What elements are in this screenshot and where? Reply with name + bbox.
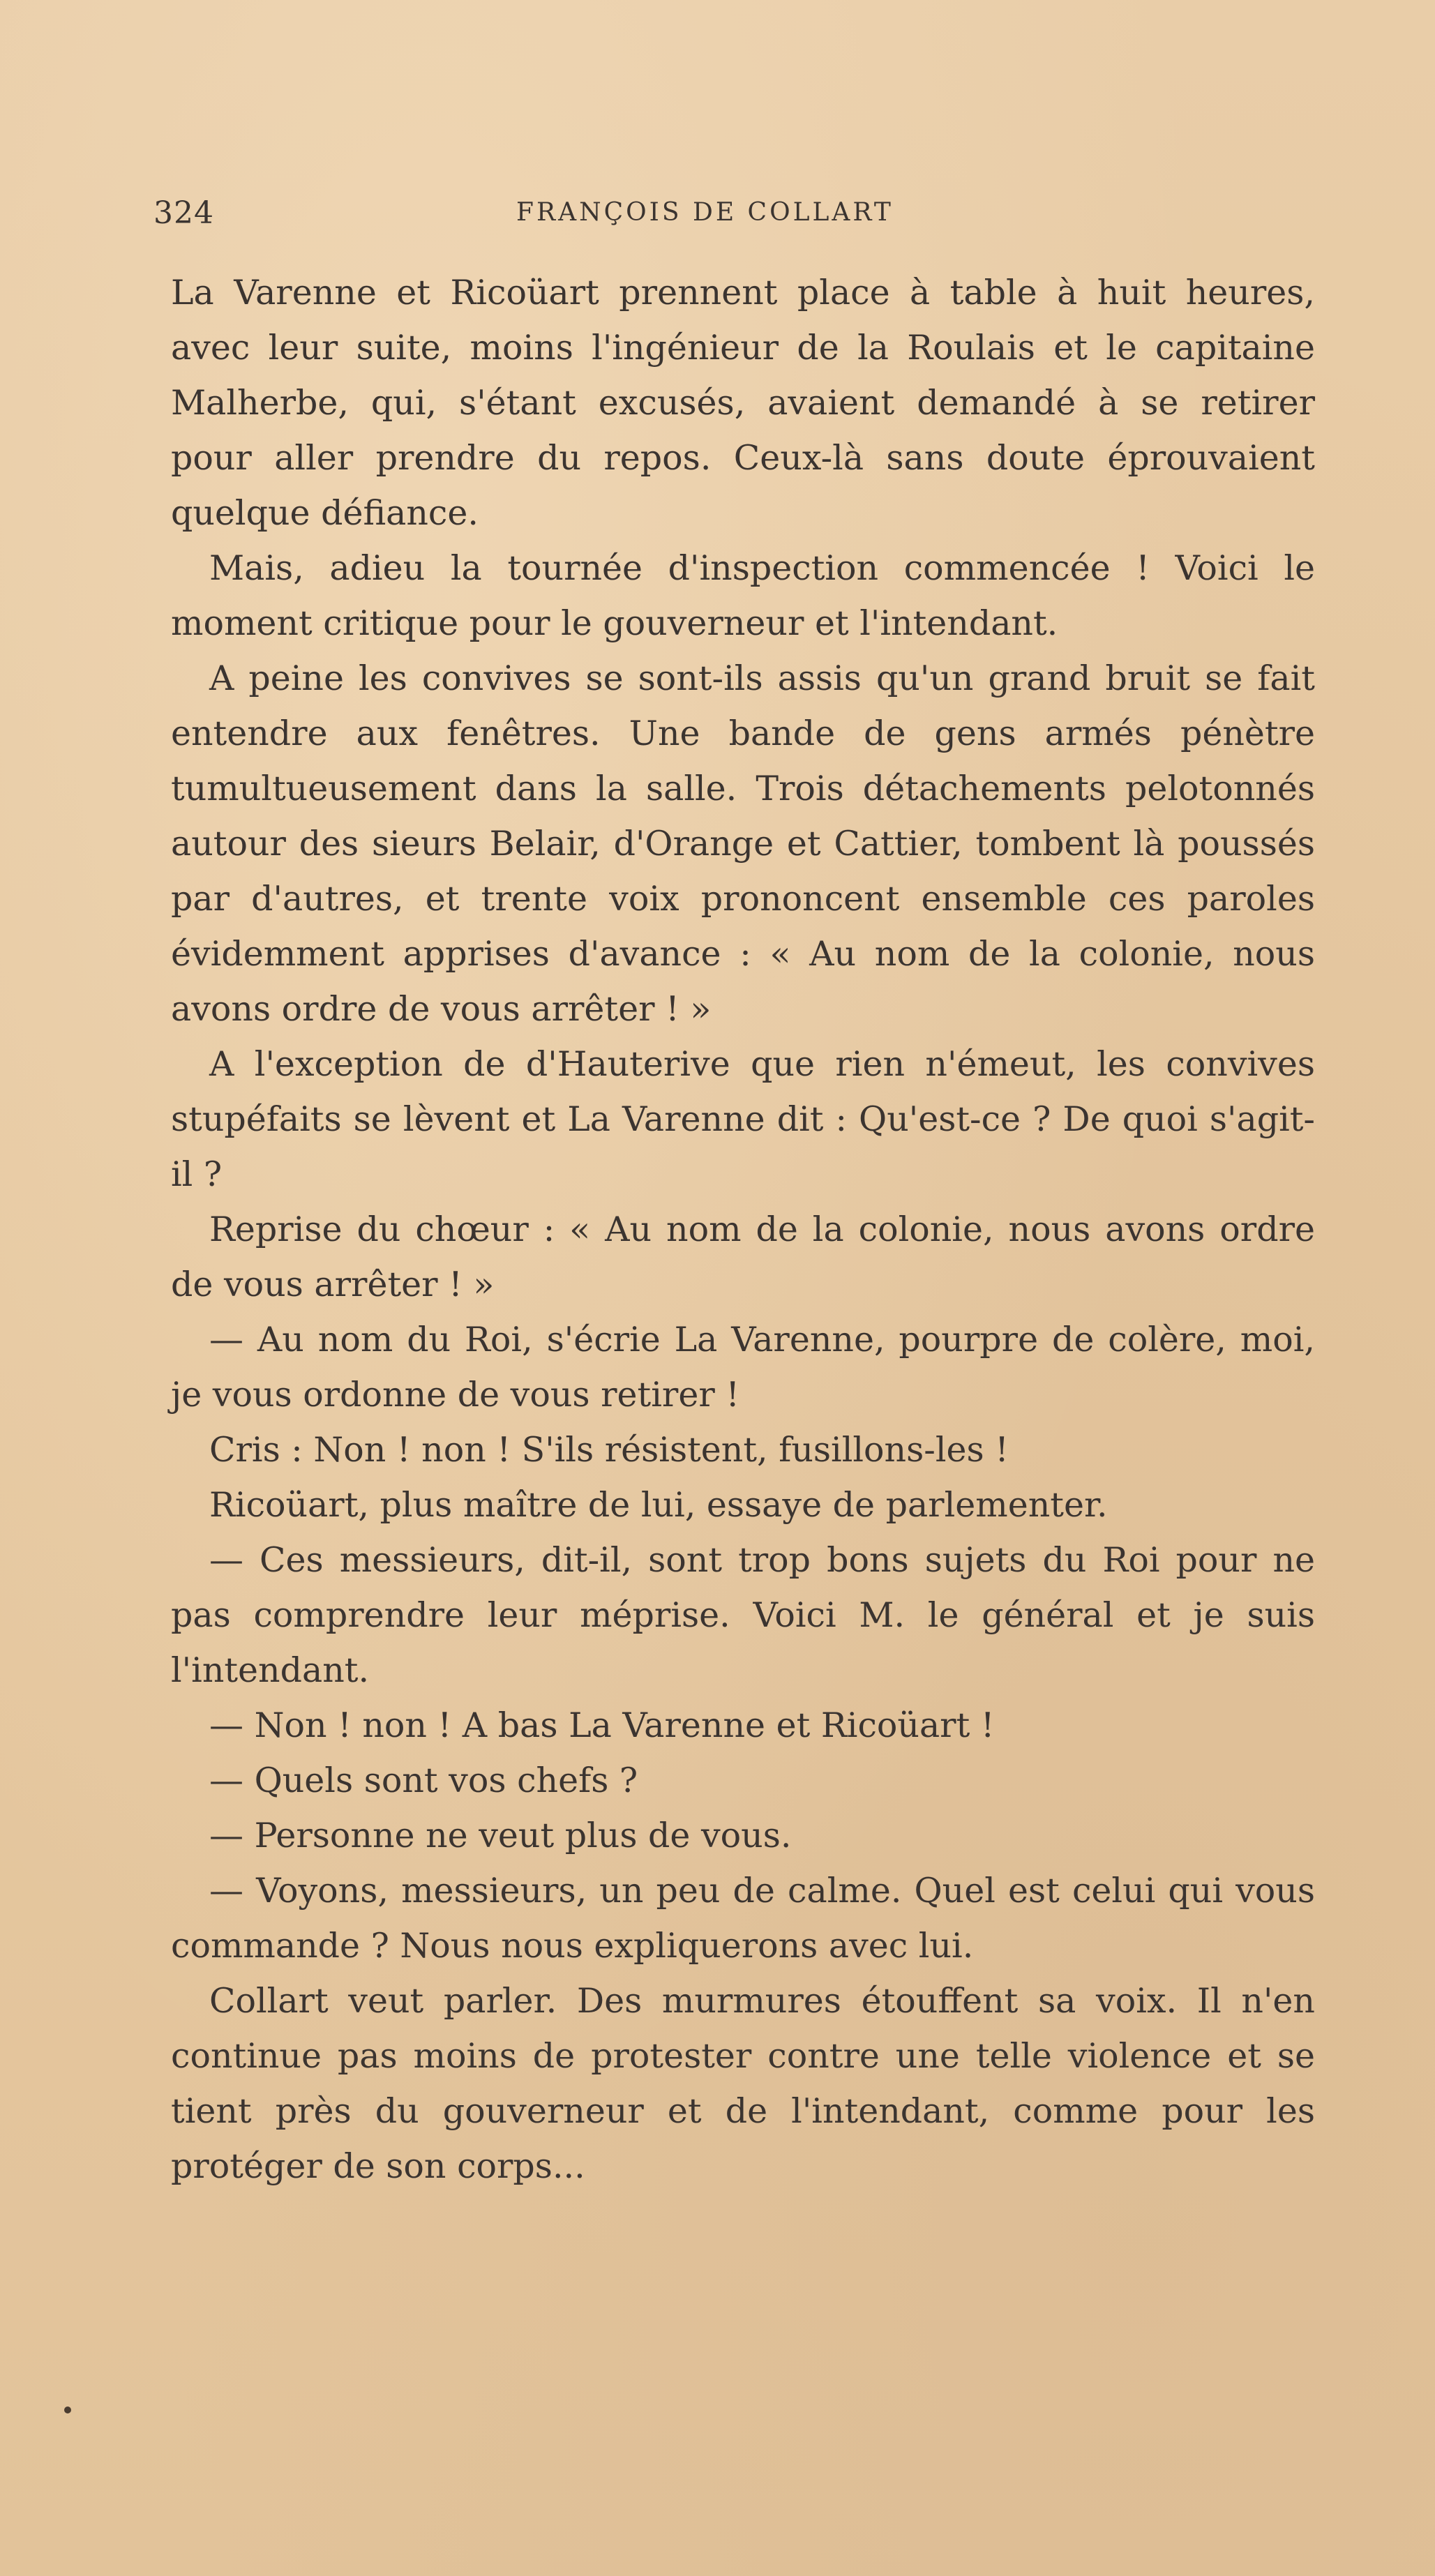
paragraph-10: — Non ! non ! A bas La Varenne et Ricoüart !: [209, 1705, 995, 1745]
page-number: 324: [153, 195, 214, 231]
paragraph-3: A peine les convives se sont-ils assis qu'un grand bruit se fait entendre aux fenêtres. Une bande de gens armés pénètre tumultueusement dans la salle. Trois détachements pelotonnés autour des sieurs Belair, d'Orange et Cattier, tombent là poussés par d'autres, et trente voix prononcent ensemble ces paroles évidemment apprises d'avance : « Au nom de la colonie, nous avons ordre de vous arrêter ! »: [171, 658, 1315, 1029]
paragraph-14: Collart veut parler. Des murmures étouffent sa voix. Il n'en continue pas moins de protester contre une telle violence et se tient près du gouverneur et de l'intendant, comme pour les protéger de son corps...: [171, 1981, 1315, 2186]
running-head: FRANÇOIS DE COLLART: [516, 198, 894, 227]
paragraph-2: Mais, adieu la tournée d'inspection commencée ! Voici le moment critique pour le gouverneur et l'intendant.: [171, 548, 1315, 643]
paragraph-4: A l'exception de d'Hauterive que rien n'émeut, les convives stupéfaits se lèvent et La Varenne dit : Qu'est-ce ? De quoi s'agit-il ?: [171, 1044, 1315, 1194]
body-text: [171, 265, 1315, 2194]
paragraph-9: — Ces messieurs, dit-il, sont trop bons sujets du Roi pour ne pas comprendre leur méprise. Voici M. le général et je suis l'intendant.: [171, 1540, 1315, 1690]
ink-speck: [64, 2406, 71, 2413]
paragraph-8: Ricoüart, plus maître de lui, essaye de parlementer.: [209, 1485, 1108, 1525]
paragraph-6: — Au nom du Roi, s'écrie La Varenne, pourpre de colère, moi, je vous ordonne de vous retirer !: [171, 1320, 1315, 1415]
paragraph-5: Reprise du chœur : « Au nom de la colonie, nous avons ordre de vous arrêter ! »: [171, 1210, 1315, 1304]
page-header: [153, 195, 1284, 237]
paragraph-7: Cris : Non ! non ! S'ils résistent, fusillons-les !: [209, 1430, 1009, 1470]
paragraph-11: — Quels sont vos chefs ?: [209, 1761, 638, 1800]
paragraph-1: La Varenne et Ricoüart prennent place à table à huit heures, avec leur suite, moins l'ingénieur de la Roulais et le capitaine Malherbe, qui, s'étant excusés, avaient demandé à se retirer pour aller prendre du repos. Ceux-là sans doute éprouvaient quelque défiance.: [171, 273, 1315, 533]
paragraph-13: — Voyons, messieurs, un peu de calme. Quel est celui qui vous commande ? Nous nous expliquerons avec lui.: [171, 1871, 1315, 1966]
paragraph-12: — Personne ne veut plus de vous.: [209, 1816, 792, 1855]
